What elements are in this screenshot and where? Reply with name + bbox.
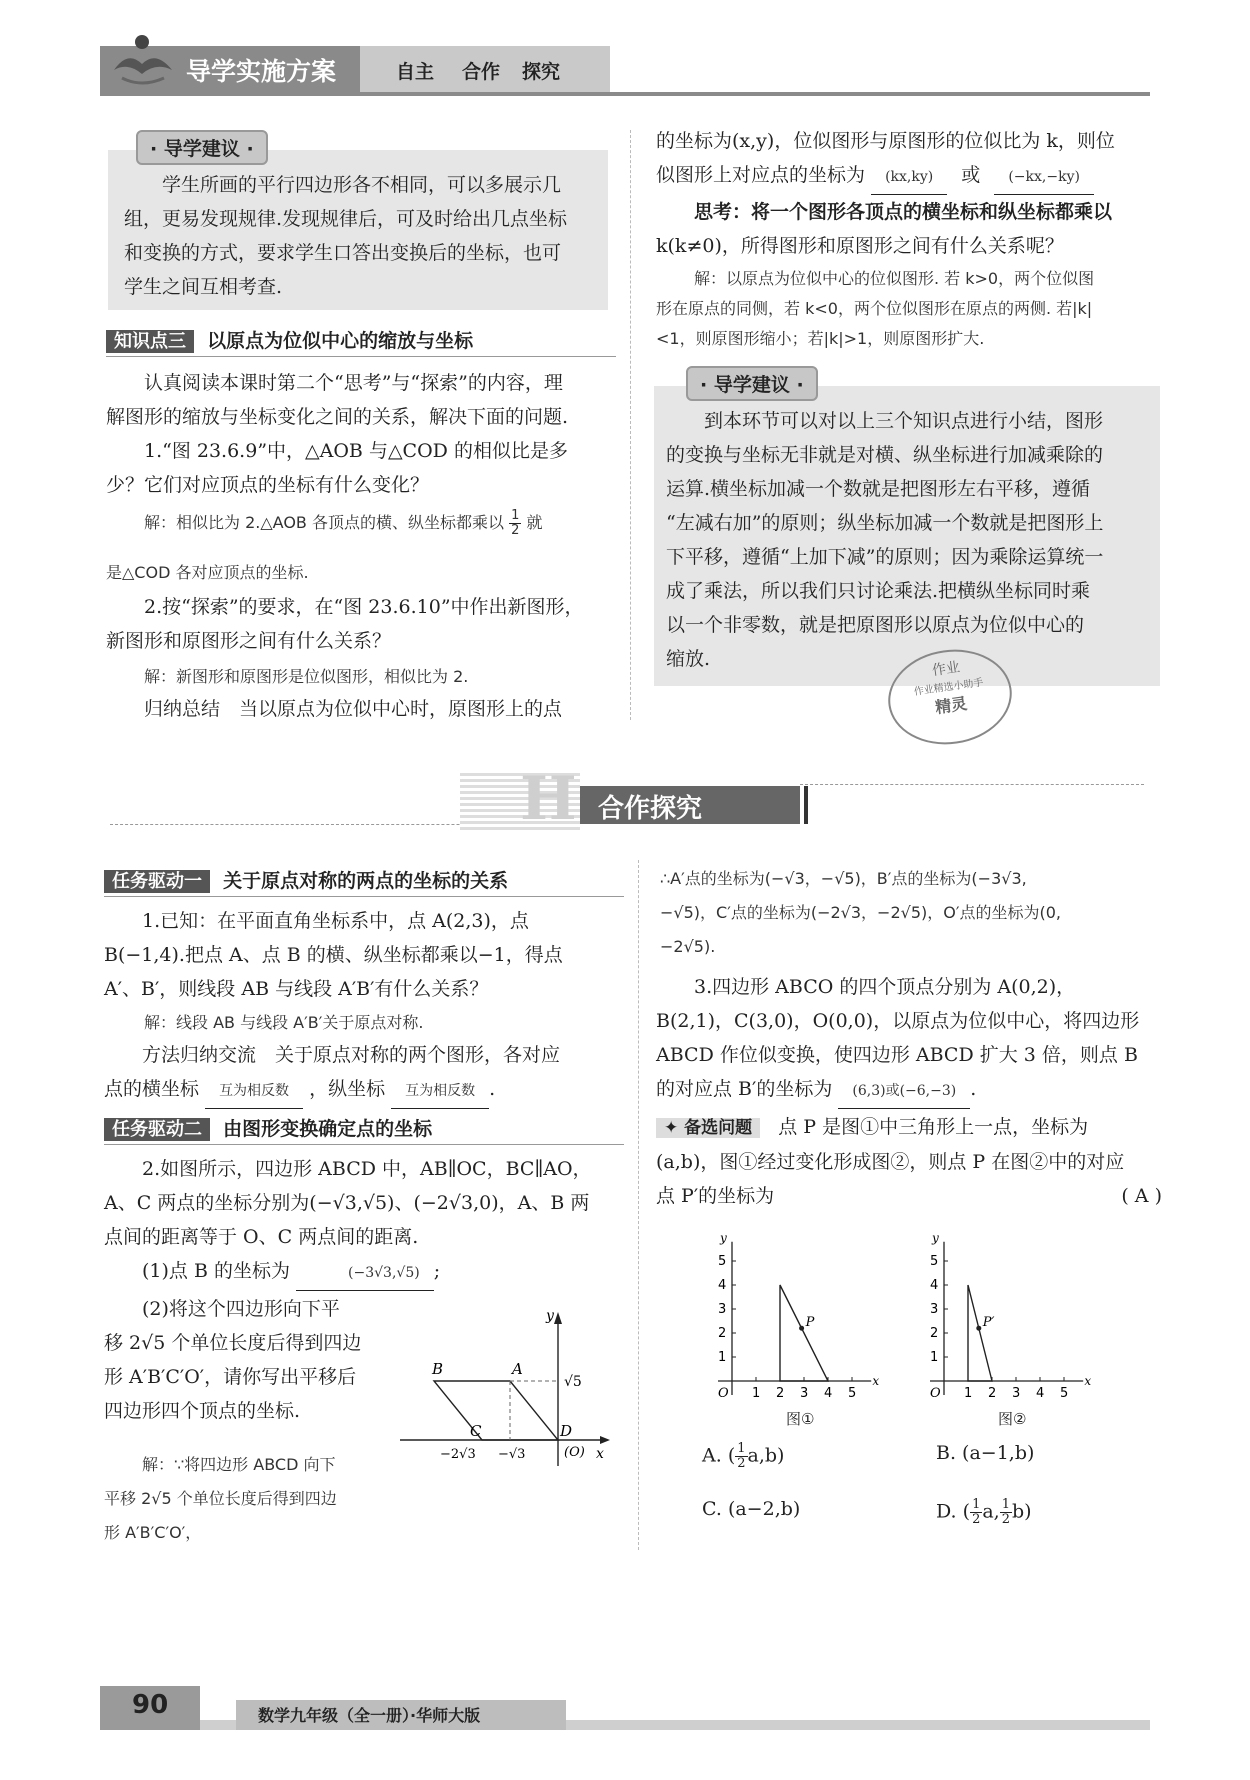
frac-num: 1	[1001, 1497, 1011, 1512]
method-line1: 方法归纳交流 关于原点对称的两个图形，各对应	[142, 1044, 561, 1066]
continued-answer	[660, 862, 1160, 964]
task2-sub2-line: 四边形四个顶点的坐标.	[104, 1400, 301, 1422]
x-tick-label: 3	[1012, 1386, 1021, 1401]
frac-num: 1	[737, 1441, 746, 1456]
task2-title: 由图形变换确定点的坐标	[223, 1118, 433, 1140]
task2-ans-line: 解：∵将四边形 ABCD 向下	[142, 1455, 336, 1474]
task1-answer: 解：线段 AB 与线段 A′B′关于原点对称.	[144, 1013, 424, 1032]
q3-line: 3.四边形 ABCO 的四个顶点分别为 A(0,2)，	[694, 976, 1076, 998]
extra-line1	[656, 1110, 1166, 1145]
answer-1-line2: 是△COD 各对应顶点的坐标.	[106, 563, 309, 582]
x-axis-label: x	[1084, 1374, 1092, 1388]
kp3-tag: 知识点三	[106, 330, 194, 353]
answer-1	[144, 508, 624, 538]
task1-title: 关于原点对称的两点的坐标的关系	[223, 870, 509, 892]
point-p	[976, 1326, 981, 1331]
graph-2	[916, 1226, 1106, 1416]
intro-line: 解图形的缩放与坐标变化之间的关系，解决下面的问题.	[106, 406, 569, 428]
option-d-half-1	[970, 1498, 982, 1527]
tip-line: 到本环节可以对以上三个知识点进行小结，图形	[704, 410, 1104, 432]
method-line2-pre: 点的横坐标	[104, 1078, 200, 1100]
fig-label-y: y	[546, 1308, 554, 1324]
tip-line: 的变换与坐标无非就是对横、纵坐标进行加减乘除的	[666, 444, 1104, 466]
y-axis-label: y	[720, 1230, 727, 1245]
fig-label-O: (O)	[564, 1445, 585, 1460]
option-b[interactable]: B. (a−1,b)	[936, 1442, 1035, 1464]
q3-block	[656, 970, 1166, 1109]
method-block	[104, 1038, 628, 1109]
graph-1-caption: 图①	[786, 1410, 815, 1428]
q2-line: 新图形和原图形之间有什么关系？	[106, 630, 392, 652]
header-mode-1: 自主	[396, 61, 435, 83]
frac-den: 2	[511, 523, 520, 538]
tip-line: 缩放.	[666, 648, 711, 670]
task1-heading	[104, 866, 624, 897]
q3-line: ABCD 作位似变换，使四边形 ABCD 扩大 3 倍，则点 B	[656, 1044, 1138, 1066]
tip-line: 学生之间互相考查.	[124, 276, 283, 298]
header-rule	[100, 92, 1150, 96]
blank-neg-kx-ky: (−kx,−ky)	[994, 160, 1094, 195]
option-d-rest: b)	[1012, 1500, 1032, 1523]
triangle	[780, 1285, 828, 1381]
task2-heading	[104, 1114, 624, 1145]
method-line2-mid: ，纵坐标	[309, 1078, 386, 1100]
origin-label: O	[718, 1386, 729, 1401]
q1-line: 少？它们对应顶点的坐标有什么变化？	[106, 474, 430, 496]
frac-den: 2	[737, 1456, 746, 1471]
task2-sub2-line: 移 2√5 个单位长度后得到四边	[104, 1332, 362, 1354]
task2-sub1: (1)点 B 的坐标为 (−3√3,√5) ;	[104, 1254, 628, 1291]
q3-line4: 的对应点 B′的坐标为 (6,3)或(−6,−3) .	[656, 1072, 1166, 1109]
think-ans-line: <1，则原图形缩小；若|k|>1，则原图形扩大.	[656, 329, 985, 348]
task2-q-line: 2.如图所示，四边形 ABCD 中，AB∥OC，BC∥AO，	[142, 1158, 592, 1180]
rt-line2	[656, 158, 1166, 195]
q2-block	[106, 590, 626, 658]
fig-parallelogram	[434, 1381, 558, 1440]
fig-y-arrow	[554, 1312, 562, 1324]
task2-ans-line: 形 A′B′C′O′，	[104, 1523, 202, 1542]
tip-text-right	[666, 404, 1152, 676]
think-ans-line: 形在原点的同侧，若 k<0，两个位似图形在原点的两侧. 若|k|	[656, 299, 1093, 318]
parallelogram-figure	[400, 1306, 630, 1466]
fig-label-m2sqrt3: −2√3	[440, 1447, 476, 1462]
option-a-label: A.	[702, 1444, 722, 1467]
task2-q-line: 点间的距离等于 O、C 两点间的距离.	[104, 1226, 419, 1248]
q2-line: 2.按“探索”的要求，在“图 23.6.10”中作出新图形，	[144, 596, 584, 618]
task2-q	[104, 1152, 628, 1291]
header-title: 导学实施方案	[186, 57, 337, 86]
fig-label-B: B	[432, 1360, 444, 1378]
task2-q-line: A、C 两点的坐标分别为(−√3,√5)、(−2√3,0)，A、B 两	[104, 1192, 590, 1214]
frac-num: 1	[511, 508, 520, 523]
fig-label-x: x	[596, 1446, 604, 1462]
stamp-top: 作业	[931, 659, 962, 680]
option-c[interactable]: C. (a−2,b)	[702, 1498, 801, 1520]
answer-choice: ( A )	[1121, 1185, 1162, 1207]
extra-tag-label: 备选问题	[684, 1118, 753, 1138]
think-ans-line: 解：以原点为位似中心的位似图形. 若 k>0，两个位似图	[694, 269, 1095, 288]
extra-text-line: (a,b)，图①经过变化形成图②，则点 P 在图②中的对应	[656, 1151, 1125, 1173]
section-rule-right	[800, 784, 1144, 785]
graph-1	[704, 1226, 894, 1416]
summary-line: 归纳总结 当以原点为位似中心时，原图形上的点	[144, 698, 563, 720]
task2-tag: 任务驱动二	[104, 1118, 210, 1141]
column-divider-top	[630, 130, 631, 720]
answer-2: 解：新图形和原图形是位似图形，相似比为 2.	[144, 667, 469, 686]
tip-line: “左减右加”的原则；纵坐标加减一个数就是把图形上	[666, 512, 1104, 534]
q1-line: 1.“图 23.6.9”中，△AOB 与△COD 的相似比是多	[144, 440, 568, 462]
option-a-rest: a,b)	[747, 1444, 785, 1467]
q3-line: B(2,1)，C(3,0)，O(0,0)，以原点为位似中心，将四边形	[656, 1010, 1140, 1032]
x-tick-label: 5	[1060, 1386, 1069, 1401]
section-title: 合作探究	[598, 794, 703, 824]
x-tick-label: 2	[988, 1386, 997, 1401]
point-p	[799, 1326, 804, 1331]
stamp-mid: 作业精选小助手	[913, 677, 985, 698]
extra-text-line: 点 P 是图①中三角形上一点，坐标为	[778, 1116, 1089, 1138]
extra-tag: ✦ 备选问题	[656, 1118, 760, 1138]
tip-line: 组，更易发现规律.发现规律后，可及时给出几点坐标	[124, 208, 568, 230]
right-top-text	[656, 124, 1166, 263]
fig-label-C: C	[470, 1422, 482, 1440]
y-tick-label: 4	[718, 1278, 727, 1293]
task2-sub1-pre: (1)点 B 的坐标为	[142, 1260, 290, 1282]
option-a[interactable]	[702, 1442, 784, 1471]
y-tick-label: 1	[718, 1350, 727, 1365]
point-p-label: P	[805, 1315, 815, 1331]
y-tick-label: 1	[930, 1350, 939, 1365]
rt-line1: 的坐标为(x,y)，位似图形与原图形的位似比为 k，则位	[656, 130, 1115, 152]
header-logo-icon	[108, 30, 178, 90]
answer-1-tail: 就	[526, 513, 543, 532]
task2-sub2	[104, 1292, 404, 1428]
graph-2-caption: 图②	[998, 1410, 1027, 1428]
option-d-mid: a,	[982, 1500, 1000, 1523]
x-tick-label: 4	[1036, 1386, 1045, 1401]
origin-label: O	[930, 1386, 941, 1401]
fig-label-msqrt3: −√3	[498, 1447, 526, 1462]
point-p-label: P′	[982, 1315, 995, 1331]
y-tick-label: 2	[718, 1326, 727, 1341]
tip-line: 以一个非零数，就是把原图形以原点为位似中心的	[666, 614, 1085, 636]
blank-point-b-prime: (6,3)或(−6,−3)	[838, 1074, 970, 1109]
extra-text-line: 点 P′的坐标为	[656, 1185, 775, 1207]
answer-1-text: 解：相似比为 2.△AOB 各顶点的横、纵坐标都乘以	[144, 513, 504, 532]
footer-book-title: 数学九年级（全一册）·华师大版	[258, 1706, 481, 1725]
task1-q-line: 1.已知：在平面直角坐标系中，点 A(2,3)，点	[142, 910, 529, 932]
option-d-label: D.	[936, 1500, 957, 1523]
tip-line: 学生所画的平行四边形各不相同，可以多展示几	[162, 174, 562, 196]
x-tick-label: 2	[776, 1386, 785, 1401]
kp3-title: 以原点为位似中心的缩放与坐标	[207, 330, 474, 352]
stamp-bot: 精灵	[934, 693, 969, 718]
option-a-half	[735, 1442, 747, 1471]
option-a-open: (	[727, 1444, 736, 1467]
task1-q-line: A′、B′，则线段 AB 与线段 A′B′有什么关系？	[104, 978, 489, 1000]
cont-line: ∴A′点的坐标为(−√3，−√5)，B′点的坐标为(−3√3,	[660, 869, 1027, 888]
frac-den: 2	[972, 1512, 981, 1527]
fig-label-A: A	[512, 1360, 523, 1378]
frac-num: 1	[972, 1497, 981, 1512]
tip-label-left: · 导学建议 ·	[136, 130, 268, 165]
y-tick-label: 4	[930, 1278, 939, 1293]
triangle	[968, 1285, 992, 1381]
think-line: 思考：将一个图形各顶点的横坐标和纵坐标都乘以	[694, 201, 1113, 223]
task2-sub2-line: 形 A′B′C′O′，请你写出平移后	[104, 1366, 357, 1388]
header-mode-3: 探究	[522, 61, 561, 83]
task2-sub2-line: (2)将这个四边形向下平	[142, 1298, 340, 1320]
x-tick-label: 3	[800, 1386, 809, 1401]
blank-point-b: (−3√3,√5)	[296, 1256, 434, 1291]
option-d-half-2	[1000, 1498, 1012, 1527]
x-tick-label: 1	[964, 1386, 973, 1401]
x-tick-label: 1	[752, 1386, 761, 1401]
rt-line2-pre: 似图形上对应点的坐标为	[656, 164, 866, 186]
rt-or: 或	[961, 164, 981, 186]
task1-q-line: B(−1,4).把点 A、点 B 的横、纵坐标都乘以−1，得点	[104, 944, 563, 966]
task1-tag: 任务驱动一	[104, 870, 210, 893]
frac-den: 2	[1001, 1512, 1011, 1527]
tip-line: 成了乘法，所以我们只讨论乘法.把横纵坐标同时乘	[666, 580, 1091, 602]
y-tick-label: 5	[718, 1254, 727, 1269]
cont-line: −√5)，C′点的坐标为(−2√3，−2√5)，O′点的坐标为(0,	[660, 903, 1061, 922]
cont-line: −2√5).	[660, 937, 716, 956]
think-answer	[656, 264, 1166, 354]
blank-x-relation: 互为相反数	[205, 1074, 303, 1109]
task2-answer	[104, 1448, 404, 1550]
extra-block	[656, 1110, 1166, 1213]
option-d-open: (	[962, 1500, 971, 1523]
tip-line: 和变换的方式，要求学生口答出变换后的坐标，也可	[124, 242, 562, 264]
x-axis-label: x	[872, 1374, 880, 1388]
y-tick-label: 3	[930, 1302, 939, 1317]
fig-label-sqrt5: √5	[564, 1374, 582, 1390]
tip-line: 运算.横坐标加减一个数就是把图形左右平移，遵循	[666, 478, 1091, 500]
q3-line4-pre: 的对应点 B′的坐标为	[656, 1078, 833, 1100]
fig-x-arrow	[600, 1436, 610, 1444]
page-number: 90	[132, 1690, 169, 1720]
think-line: k(k≠0)，所得图形和原图形之间有什么关系呢？	[656, 235, 1064, 257]
x-tick-label: 4	[824, 1386, 833, 1401]
fig-label-D: D	[560, 1422, 573, 1440]
fraction-half	[509, 509, 521, 538]
header-mode-2: 合作	[462, 61, 501, 83]
kp3-body	[106, 366, 626, 502]
y-tick-label: 3	[718, 1302, 727, 1317]
tip-line: 下平移，遵循“上加下减”的原则；因为乘除运算统一	[666, 546, 1104, 568]
blank-kx-ky: (kx,ky)	[871, 160, 947, 195]
intro-line: 认真阅读本课时第二个“思考”与“探索”的内容，理	[144, 372, 563, 394]
option-d[interactable]	[936, 1498, 1032, 1527]
column-divider-bottom	[638, 860, 639, 1550]
extra-line3	[656, 1179, 1166, 1213]
y-axis-label: y	[932, 1230, 939, 1245]
x-tick-label: 5	[848, 1386, 857, 1401]
y-tick-label: 5	[930, 1254, 939, 1269]
tip-text-left	[124, 168, 604, 304]
blank-y-relation: 互为相反数	[391, 1074, 489, 1109]
task2-ans-line: 平移 2√5 个单位长度后得到四边	[104, 1489, 337, 1508]
kp3-heading	[106, 326, 616, 357]
tip-label-right: · 导学建议 ·	[686, 366, 818, 401]
section-title-end	[804, 786, 808, 824]
method-line2: 点的横坐标 互为相反数 ，纵坐标 互为相反数 .	[104, 1072, 628, 1109]
y-tick-label: 2	[930, 1326, 939, 1341]
section-letter: H	[520, 764, 577, 834]
task1-q	[104, 904, 628, 1006]
